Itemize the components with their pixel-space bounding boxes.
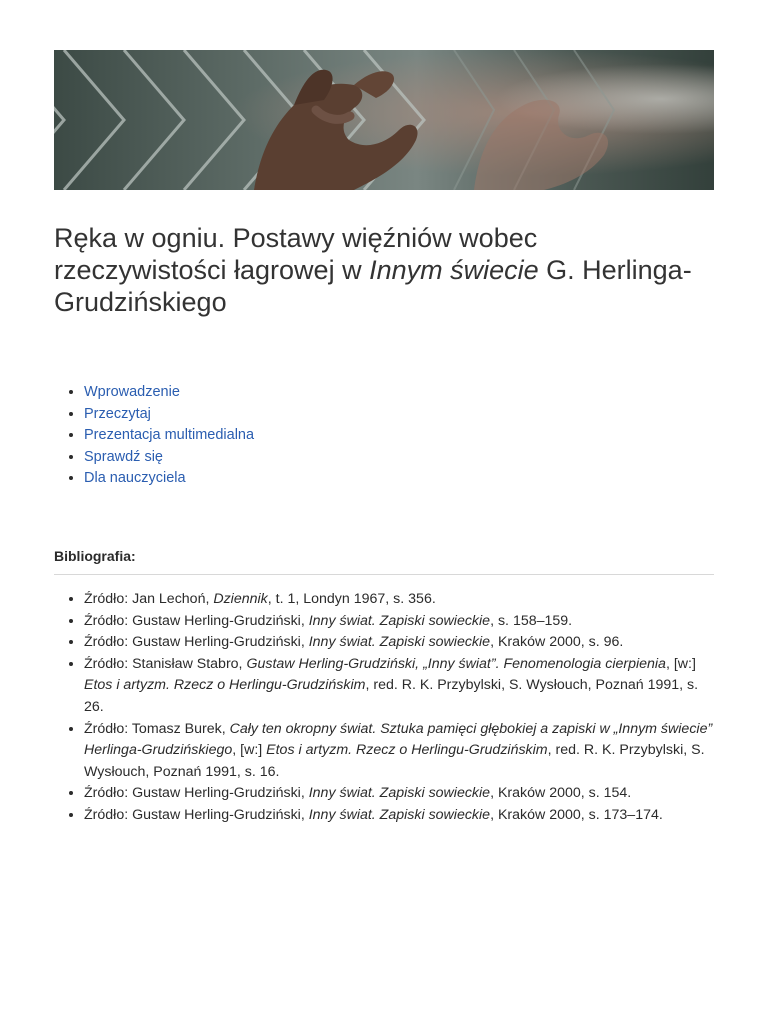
bib-text: Źródło: Gustaw Herling-Grudziński, — [84, 612, 309, 629]
bib-title: Inny świat. Zapiski sowieckie — [308, 634, 491, 651]
bib-text: Źródło: Tomasz Burek, — [84, 720, 230, 737]
nav-item-wprowadzenie — [84, 382, 714, 404]
bib-text: , [w:] — [665, 655, 696, 672]
bib-text: , Kraków 2000, s. 154. — [490, 785, 632, 802]
bib-text: Źródło: Stanisław Stabro, — [84, 655, 247, 672]
nav-item-sprawdz-sie — [84, 447, 714, 469]
bib-title: Inny świat. Zapiski sowieckie — [308, 612, 491, 629]
bib-title: Cały ten okropny świat. Sztuka pamięci głębokiej a zapiski w „Innym świecie” Herlinga-Grudzińskiego — [84, 720, 713, 759]
hero-image — [54, 50, 714, 190]
bib-text: , s. 158–159. — [490, 612, 573, 629]
bib-text: , Kraków 2000, s. 96. — [490, 634, 624, 651]
bib-title: Etos i artyzm. Rzecz o Herlingu-Grudzińskim — [84, 677, 366, 694]
bib-title: Inny świat. Zapiski sowieckie — [308, 785, 491, 802]
nav-link-sprawdz-sie[interactable]: Sprawdź się — [84, 448, 163, 465]
hands-on-fence-photo — [54, 50, 714, 190]
nav-item-dla-nauczyciela — [84, 468, 714, 490]
bib-text: , Kraków 2000, s. 173–174. — [490, 806, 663, 823]
title-text-part1: Ręka w ogniu. Postawy więźniów wobec rzeczywistości łagrowej w — [54, 223, 538, 285]
title-text-italic: Innym świecie — [369, 255, 539, 285]
nav-link-wprowadzenie[interactable]: Wprowadzenie — [84, 384, 180, 400]
page-title — [54, 222, 714, 318]
bib-text: Źródło: Gustaw Herling-Grudziński, — [84, 785, 309, 802]
bib-text: , [w:] — [232, 742, 267, 759]
bibliography-item — [84, 632, 714, 654]
nav-link-dla-nauczyciela[interactable]: Dla nauczyciela — [84, 470, 186, 487]
bibliography-item — [84, 654, 714, 719]
bibliography-item — [84, 783, 714, 805]
bib-text: , red. R. K. Przybylski, S. Wysłouch, Poznań 1991, s. 16. — [84, 742, 705, 780]
bibliography-item — [84, 805, 714, 827]
bibliography-item — [84, 611, 714, 633]
bibliography-item — [84, 589, 714, 611]
bib-text: Źródło: Gustaw Herling-Grudziński, — [84, 806, 309, 823]
bib-title: Etos i artyzm. Rzecz o Herlingu-Grudzińskim — [266, 742, 548, 759]
bibliography-heading: Bibliografia: — [54, 548, 714, 575]
nav-item-prezentacja — [84, 425, 714, 447]
page-content — [54, 50, 714, 827]
bib-title: Dziennik — [213, 590, 268, 607]
bib-text: Źródło: Jan Lechoń, — [84, 590, 214, 607]
bibliography-item — [84, 719, 714, 784]
nav-item-przeczytaj — [84, 404, 714, 426]
bib-text: , red. R. K. Przybylski, S. Wysłouch, Poznań 1991, s. 26. — [84, 677, 699, 715]
bibliography-list — [54, 589, 714, 827]
bib-title: Gustaw Herling-Grudziński, „Inny świat”. Fenomenologia cierpienia — [246, 655, 666, 672]
section-nav-list — [54, 382, 714, 490]
bib-text: , t. 1, Londyn 1967, s. 356. — [267, 590, 436, 607]
bib-text: Źródło: Gustaw Herling-Grudziński, — [84, 634, 309, 651]
nav-link-przeczytaj[interactable]: Przeczytaj — [84, 405, 151, 422]
title-text-part2: G. Herlinga-Grudzińskiego — [54, 255, 692, 317]
nav-link-prezentacja[interactable]: Prezentacja multimedialna — [84, 427, 255, 444]
bib-title: Inny świat. Zapiski sowieckie — [308, 806, 491, 823]
